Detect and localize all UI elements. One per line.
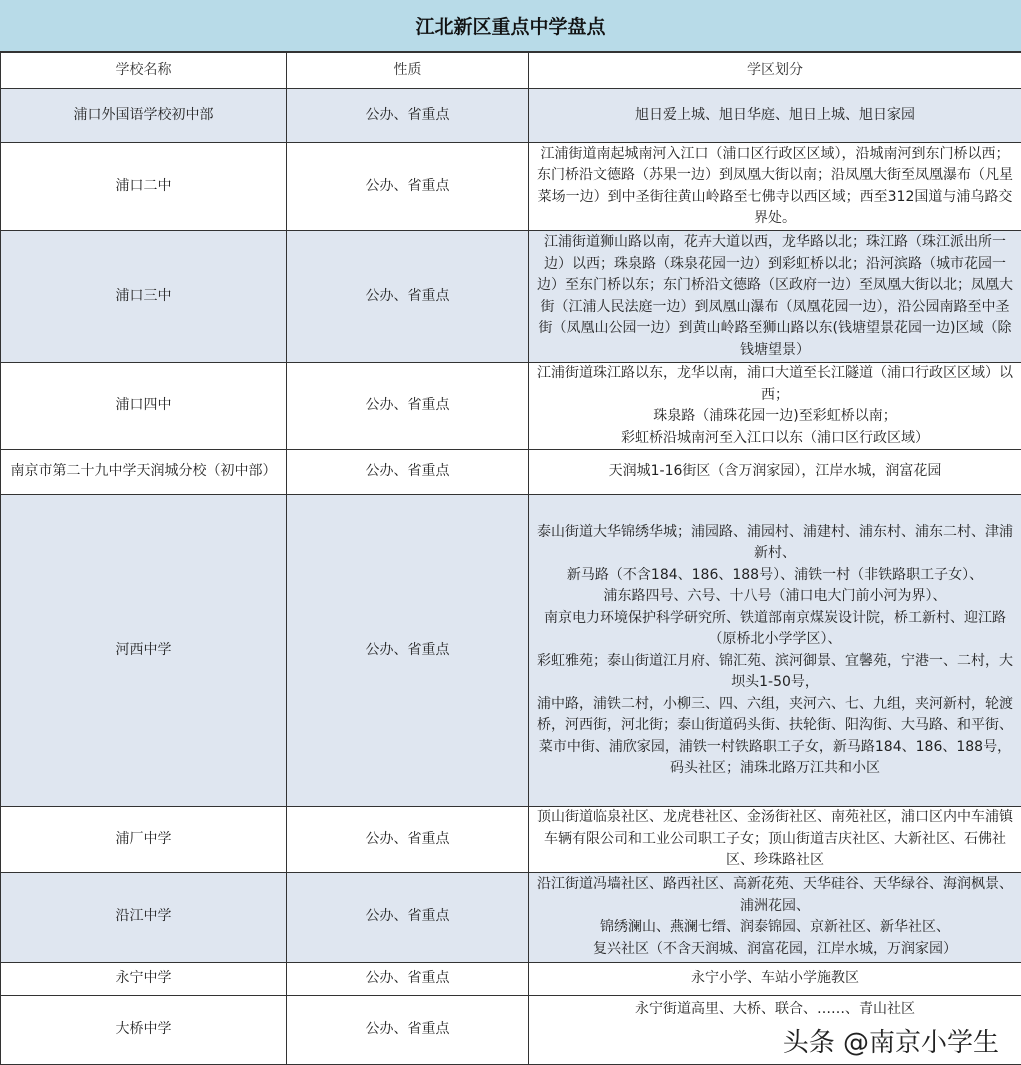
school-type-cell: 公办、省重点 xyxy=(287,495,529,807)
school-name-cell: 大桥中学 xyxy=(1,995,287,1064)
table-row xyxy=(1,495,1021,807)
page-title: 江北新区重点中学盘点 xyxy=(0,0,1021,52)
district-cell: 泰山街道大华锦绣华城；浦园路、浦园村、浦建村、浦东村、浦东二村、津浦新村、 新马路（不含184、186、188号）、浦铁一村（非铁路职工子女）、 浦东路四号、六号、十八号（浦口电大门前小河为界）、 南京电力环境保护科学研究所、铁道部南京煤炭设计院，桥工新村、迎江路（原桥北小学学区）、 彩虹雅苑；泰山街道江月府、锦汇苑、滨河御景、宜馨苑，宁港一、二村，大坝头1-50号， 浦中路，浦铁二村，小柳三、四、六组，夹河六、七、九组，夹河新村，轮渡桥，河西街，河北街；泰山街道码头街、扶轮街、阳沟街、大马路、和平街、菜市中街、浦欣家园，浦铁一村铁路职工子女，新马路184、186、188号，码头社区；浦珠北路万江共和小区 xyxy=(529,495,1021,807)
watermark: 头条 @南京小学生 xyxy=(783,1029,999,1057)
school-type-cell: 公办、省重点 xyxy=(287,143,529,231)
header-district: 学区划分 xyxy=(529,53,1021,89)
school-type-cell: 公办、省重点 xyxy=(287,807,529,873)
district-cell: 永宁街道高里、大桥、联合、……、青山社区 xyxy=(529,995,1021,1064)
school-name-cell: 永宁中学 xyxy=(1,962,287,995)
table-row xyxy=(1,872,1021,962)
district-cell: 永宁小学、车站小学施教区 xyxy=(529,962,1021,995)
header-type: 性质 xyxy=(287,53,529,89)
district-cell: 旭日爱上城、旭日华庭、旭日上城、旭日家园 xyxy=(529,89,1021,143)
school-name-cell: 浦厂中学 xyxy=(1,807,287,873)
school-name-cell: 沿江中学 xyxy=(1,872,287,962)
school-name-cell: 浦口二中 xyxy=(1,143,287,231)
table-row xyxy=(1,363,1021,450)
district-cell: 沿江街道冯墙社区、路西社区、高新花苑、天华硅谷、天华绿谷、海润枫景、浦洲花园、 锦绣澜山、燕澜七缙、润泰锦园、京新社区、新华社区、 复兴社区（不含天润城、润富花园，江岸水城，万润家园） xyxy=(529,872,1021,962)
schools-table xyxy=(0,52,1021,1065)
district-cell: 江浦街道狮山路以南，花卉大道以西，龙华路以北；珠江路（珠江派出所一边）以西；珠泉路（珠泉花园一边）到彩虹桥以北；沿河滨路（城市花园一边）至东门桥以东；东门桥沿文德路（区政府一边）至凤凰大街以北；凤凰大街（江浦人民法庭一边）到凤凰山瀑布（凤凰花园一边），沿公园南路至中圣街（凤凰山公园一边）到黄山岭路至狮山路以东(钱塘望景花园一边)区域（除钱塘望景） xyxy=(529,231,1021,363)
header-school-name: 学校名称 xyxy=(1,53,287,89)
school-type-cell: 公办、省重点 xyxy=(287,872,529,962)
school-name-cell: 浦口三中 xyxy=(1,231,287,363)
district-cell: 江浦街道南起城南河入江口（浦口区行政区区域），沿城南河到东门桥以西；东门桥沿文德路（苏果一边）到凤凰大街以南；沿凤凰大街至凤凰瀑布（凡星菜场一边）到中圣街往黄山岭路至七佛寺以西区域；西至312国道与浦乌路交界处。 xyxy=(529,143,1021,231)
table-row xyxy=(1,807,1021,873)
school-type-cell: 公办、省重点 xyxy=(287,995,529,1064)
school-type-cell: 公办、省重点 xyxy=(287,363,529,450)
school-name-cell: 浦口外国语学校初中部 xyxy=(1,89,287,143)
school-type-cell: 公办、省重点 xyxy=(287,962,529,995)
table-row xyxy=(1,89,1021,143)
school-name-cell: 河西中学 xyxy=(1,495,287,807)
table-row xyxy=(1,962,1021,995)
table-row xyxy=(1,143,1021,231)
table-header-row xyxy=(1,53,1021,89)
table-row xyxy=(1,450,1021,495)
district-cell: 江浦街道珠江路以东，龙华以南，浦口大道至长江隧道（浦口行政区区域）以西； 珠泉路（浦珠花园一边)至彩虹桥以南； 彩虹桥沿城南河至入江口以东（浦口区行政区域） xyxy=(529,363,1021,450)
district-cell: 顶山街道临泉社区、龙虎巷社区、金汤街社区、南苑社区，浦口区内中车浦镇车辆有限公司和工业公司职工子女；顶山街道吉庆社区、大新社区、石佛社区、珍珠路社区 xyxy=(529,807,1021,873)
school-name-cell: 浦口四中 xyxy=(1,363,287,450)
school-name-cell: 南京市第二十九中学天润城分校（初中部） xyxy=(1,450,287,495)
school-type-cell: 公办、省重点 xyxy=(287,89,529,143)
school-type-cell: 公办、省重点 xyxy=(287,450,529,495)
school-type-cell: 公办、省重点 xyxy=(287,231,529,363)
table-row xyxy=(1,231,1021,363)
district-cell: 天润城1-16街区（含万润家园），江岸水城，润富花园 xyxy=(529,450,1021,495)
